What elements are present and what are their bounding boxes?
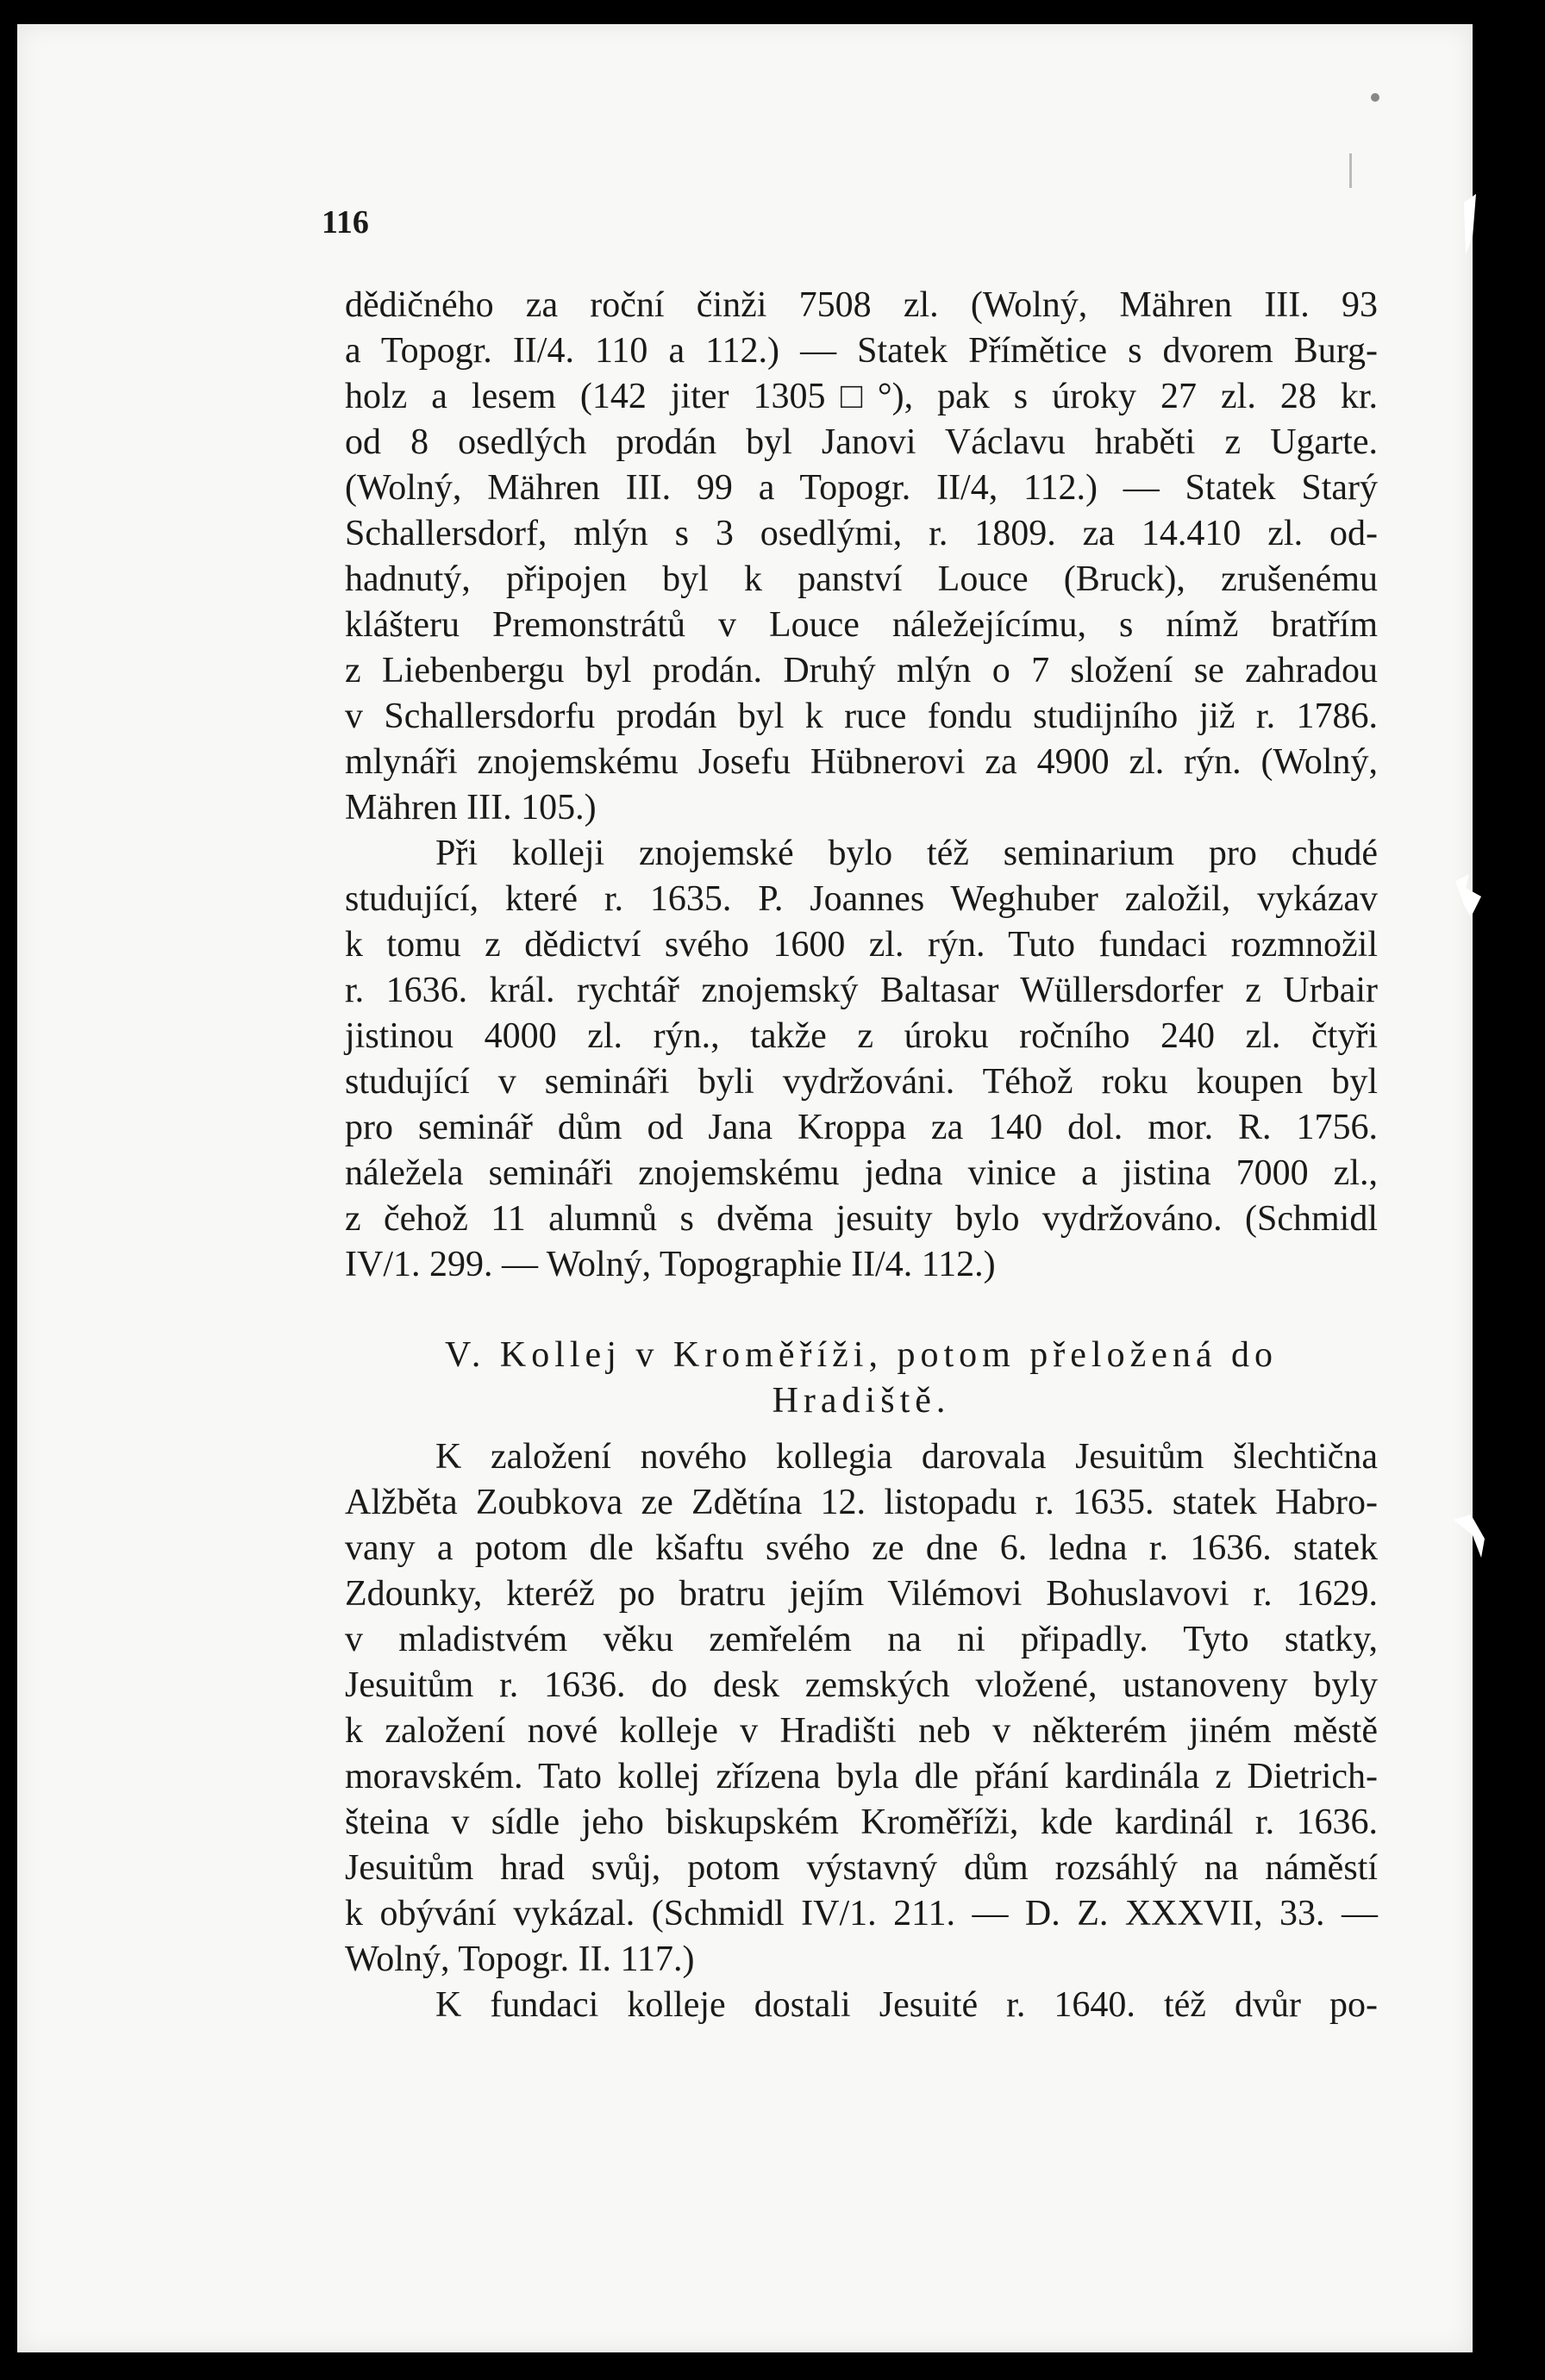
text-line: v Schallersdorfu prodán byl k ruce fondu studijního již r. 1786. bbox=[345, 697, 1378, 736]
text-line: studující, které r. 1635. P. Joannes Weghuber založil, vykázav bbox=[345, 879, 1378, 919]
text-line: k tomu z dědictví svého 1600 zl. rýn. Tuto fundaci rozmnožil bbox=[345, 925, 1378, 965]
text-line: jistinou 4000 zl. rýn., takže z úroku ročního 240 zl. čtyři bbox=[345, 1016, 1378, 1056]
text-line: holz a lesem (142 jiter 1305□°), pak s úroky 27 zl. 28 kr. bbox=[345, 377, 1378, 416]
text-line: Wolný, Topogr. II. 117.) bbox=[345, 1940, 695, 1979]
text-line: šteina v sídle jeho biskupském Kroměříži, kde kardinál r. 1636. bbox=[345, 1802, 1378, 1842]
edge-mark-top bbox=[1454, 185, 1488, 263]
section-heading bbox=[345, 1333, 1378, 1424]
text-line: Alžběta Zoubkova ze Zdětína 12. listopadu r. 1635. statek Habro- bbox=[345, 1483, 1378, 1522]
paragraph-2 bbox=[345, 831, 1378, 1288]
text-line: k založení nové kolleje v Hradišti neb v některém jiném městě bbox=[345, 1711, 1378, 1751]
paragraph-1 bbox=[345, 283, 1378, 831]
text-line: dědičného za roční činži 7508 zl. (Wolný, Mähren III. 93 bbox=[345, 285, 1378, 325]
body-text bbox=[345, 283, 1378, 2028]
section-heading-line: Hradiště. bbox=[772, 1381, 951, 1421]
text-line: od 8 osedlých prodán byl Janovi Václavu hraběti z Ugarte. bbox=[345, 422, 1378, 462]
text-line: z Liebenbergu byl prodán. Druhý mlýn o 7 složení se zahradou bbox=[345, 651, 1378, 690]
spacer bbox=[345, 1288, 1378, 1333]
text-line: hadnutý, připojen byl k panství Louce (Bruck), zrušenému bbox=[345, 559, 1378, 599]
text-line: Jesuitům r. 1636. do desk zemských vložené, ustanoveny byly bbox=[345, 1665, 1378, 1705]
page-number: 116 bbox=[322, 204, 369, 240]
text-line: Při kolleji znojemské bylo též seminarium pro chudé bbox=[435, 834, 1378, 873]
text-line: IV/1. 299. — Wolný, Topographie II/4. 112.) bbox=[345, 1245, 996, 1284]
text-line: K založení nového kollegia darovala Jesuitům šlechtična bbox=[435, 1437, 1378, 1477]
text-line: klášteru Premonstrátů v Louce náležejícímu, s nímž bratřím bbox=[345, 605, 1378, 645]
text-line: Mähren III. 105.) bbox=[345, 788, 597, 828]
scan-speck bbox=[1349, 153, 1352, 188]
text-line: k obývání vykázal. (Schmidl IV/1. 211. — D. Z. XXXVII, 33. — bbox=[345, 1894, 1378, 1933]
paragraph-4 bbox=[345, 1983, 1378, 2028]
paragraph-3 bbox=[345, 1434, 1378, 1983]
text-line: vany a potom dle kšaftu svého ze dne 6. ledna r. 1636. statek bbox=[345, 1528, 1378, 1568]
edge-mark-middle bbox=[1452, 871, 1486, 922]
text-line: mlynáři znojemskému Josefu Hübnerovi za 4900 zl. rýn. (Wolný, bbox=[345, 742, 1378, 782]
section-heading-line: V. Kollej v Kroměříži, potom přeložená do bbox=[444, 1335, 1279, 1375]
text-line: z čehož 11 alumnů s dvěma jesuity bylo vydržováno. (Schmidl bbox=[345, 1199, 1378, 1239]
text-line: pro seminář dům od Jana Kroppa za 140 dol. mor. R. 1756. bbox=[345, 1108, 1378, 1147]
text-line: studující v semináři byli vydržováni. Téhož roku koupen byl bbox=[345, 1062, 1378, 1102]
text-line: Jesuitům hrad svůj, potom výstavný dům rozsáhlý na náměstí bbox=[345, 1848, 1378, 1888]
text-line: a Topogr. II/4. 110 a 112.) — Statek Přímětice s dvorem Burg- bbox=[345, 331, 1378, 371]
text-line: Schallersdorf, mlýn s 3 osedlými, r. 1809. za 14.410 zl. od- bbox=[345, 514, 1378, 553]
scanned-page bbox=[17, 24, 1473, 2352]
edge-mark-lower bbox=[1454, 1513, 1488, 1565]
text-line: (Wolný, Mähren III. 99 a Topogr. II/4, 112.) — Statek Starý bbox=[345, 468, 1378, 508]
text-line: Zdounky, kteréž po bratru jejím Vilémovi Bohuslavovi r. 1629. bbox=[345, 1574, 1378, 1614]
spacer bbox=[345, 1424, 1378, 1434]
text-line: moravském. Tato kollej zřízena byla dle přání kardinála z Dietrich- bbox=[345, 1757, 1378, 1796]
scan-speck bbox=[1371, 93, 1379, 102]
text-line: r. 1636. král. rychtář znojemský Baltasar Wüllersdorfer z Urbair bbox=[345, 971, 1378, 1010]
text-line: náležela semináři znojemskému jedna vinice a jistina 7000 zl., bbox=[345, 1153, 1378, 1193]
text-line: v mladistvém věku zemřelém na ni připadly. Tyto statky, bbox=[345, 1620, 1378, 1659]
text-line: K fundaci kolleje dostali Jesuité r. 1640. též dvůr po- bbox=[435, 1985, 1378, 2025]
